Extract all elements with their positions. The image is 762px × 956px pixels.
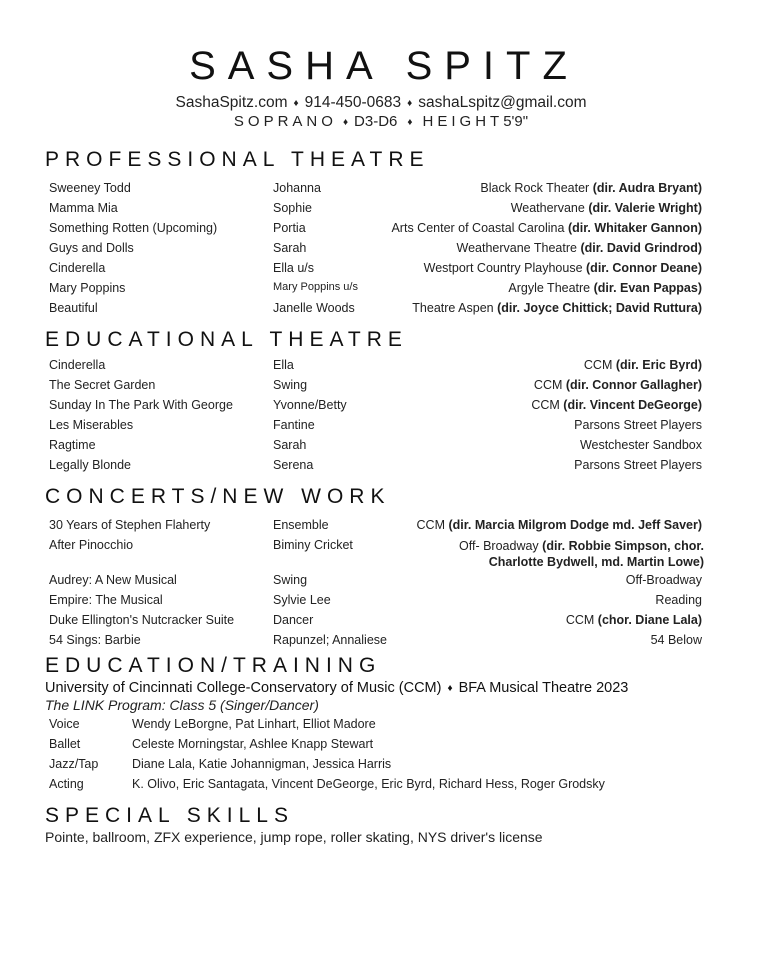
credit-row bbox=[49, 378, 702, 398]
venue-director bbox=[574, 418, 702, 432]
director-credit: (dir. Robbie Simpson, chor. Charlotte Bydwell, md. Martin Lowe) bbox=[488, 539, 704, 569]
credit-row bbox=[49, 301, 702, 321]
director-credit: (dir. Vincent DeGeorge) bbox=[563, 398, 702, 412]
credit-row bbox=[49, 593, 702, 613]
venue-name: Black Rock Theater bbox=[480, 181, 590, 195]
venue-name: Westchester Sandbox bbox=[579, 438, 702, 452]
venue-name: Argyle Theatre bbox=[508, 281, 591, 295]
credit-row bbox=[49, 181, 702, 201]
credit-row bbox=[49, 538, 704, 569]
venue-director bbox=[412, 301, 702, 315]
venue-director bbox=[511, 201, 702, 215]
credit-row bbox=[49, 633, 702, 653]
role-name: Serena bbox=[273, 458, 314, 472]
training-teachers: K. Olivo, Eric Santagata, Vincent DeGeorge, Eric Byrd, Richard Hess, Roger Grodsky bbox=[132, 777, 605, 791]
training-category: Voice bbox=[49, 717, 80, 731]
credit-row bbox=[49, 398, 702, 418]
diamond-separator-icon: ♦ bbox=[293, 98, 299, 109]
diamond-separator-icon: ♦ bbox=[407, 117, 413, 128]
director-credit: (dir. Connor Gallagher) bbox=[565, 378, 702, 392]
director-credit: (dir. Evan Pappas) bbox=[593, 281, 702, 295]
role-name: Mary Poppins u/s bbox=[273, 281, 358, 293]
venue-director bbox=[531, 398, 702, 412]
venue-director bbox=[457, 241, 702, 255]
credit-row bbox=[49, 241, 702, 261]
venue-director bbox=[534, 378, 702, 392]
venue-name: 54 Below bbox=[650, 633, 702, 647]
training-row bbox=[49, 717, 376, 731]
show-title: Mary Poppins bbox=[49, 281, 126, 295]
venue-director bbox=[508, 281, 702, 295]
role-name: Dancer bbox=[273, 613, 314, 627]
diamond-separator-icon: ♦ bbox=[447, 683, 453, 694]
credit-row bbox=[49, 573, 702, 593]
section-title-education: EDUCATION/TRAINING bbox=[45, 654, 382, 677]
credit-row bbox=[49, 613, 702, 633]
venue-name: CCM bbox=[583, 358, 613, 372]
venue-director bbox=[391, 221, 702, 235]
role-name: Ella bbox=[273, 358, 294, 372]
vocal-info-line bbox=[0, 113, 762, 130]
section-title-professional: PROFESSIONAL THEATRE bbox=[45, 148, 430, 171]
venue-name: Off- Broadway bbox=[459, 539, 539, 553]
website-link[interactable]: SashaSpitz.com bbox=[175, 94, 288, 111]
degree: BFA Musical Theatre 2023 bbox=[458, 680, 629, 696]
show-title: 54 Sings: Barbie bbox=[49, 633, 141, 647]
role-name: Biminy Cricket bbox=[273, 538, 353, 552]
venue-director bbox=[626, 573, 702, 587]
credit-row bbox=[49, 518, 702, 538]
venue-director bbox=[584, 358, 702, 372]
director-credit: (dir. Connor Deane) bbox=[586, 261, 702, 275]
venue-director bbox=[655, 593, 702, 607]
show-title: Mamma Mia bbox=[49, 201, 118, 215]
venue-name: Reading bbox=[655, 593, 702, 607]
show-title: Guys and Dolls bbox=[49, 241, 134, 255]
director-credit: (dir. Audra Bryant) bbox=[592, 181, 702, 195]
role-name: Fantine bbox=[273, 418, 315, 432]
phone-number: 914-450-0683 bbox=[304, 94, 402, 111]
role-name: Rapunzel; Annaliese bbox=[273, 633, 387, 647]
training-category: Jazz/Tap bbox=[49, 757, 99, 771]
height-label: HEIGHT bbox=[422, 113, 504, 130]
training-row bbox=[49, 737, 373, 751]
venue-name: Parsons Street Players bbox=[574, 458, 702, 472]
venue-director bbox=[651, 633, 702, 647]
role-name: Swing bbox=[273, 378, 308, 392]
training-category: Ballet bbox=[49, 737, 81, 751]
show-title: Sunday In The Park With George bbox=[49, 398, 233, 412]
show-title: Cinderella bbox=[49, 358, 106, 372]
link-program: The LINK Program: Class 5 (Singer/Dancer) bbox=[45, 697, 319, 713]
role-name: Ensemble bbox=[273, 518, 329, 532]
credit-row bbox=[49, 358, 702, 378]
director-credit: (dir. Valerie Wright) bbox=[588, 201, 702, 215]
role-name: Yvonne/Betty bbox=[273, 398, 347, 412]
show-title: 30 Years of Stephen Flaherty bbox=[49, 518, 211, 532]
show-title: The Secret Garden bbox=[49, 378, 156, 392]
show-title: Empire: The Musical bbox=[49, 593, 163, 607]
venue-name: Weathervane bbox=[510, 201, 585, 215]
venue-name: Weathervane Theatre bbox=[456, 241, 577, 255]
show-title: Les Miserables bbox=[49, 418, 134, 432]
training-row bbox=[49, 777, 605, 791]
role-name: Ella u/s bbox=[273, 261, 314, 275]
venue-name: CCM bbox=[565, 613, 595, 627]
height-value: 5'9" bbox=[503, 113, 529, 130]
section-title-educational: EDUCATIONAL THEATRE bbox=[45, 328, 408, 351]
venue-name: Westport Country Playhouse bbox=[423, 261, 583, 275]
venue-name: Parsons Street Players bbox=[574, 418, 702, 432]
venue-name: Arts Center of Coastal Carolina bbox=[391, 221, 565, 235]
show-title: Duke Ellington's Nutcracker Suite bbox=[49, 613, 235, 627]
director-credit: (dir. Eric Byrd) bbox=[615, 358, 702, 372]
diamond-separator-icon: ♦ bbox=[407, 98, 413, 109]
credit-row bbox=[49, 261, 702, 281]
venue-director bbox=[580, 438, 702, 452]
show-title: After Pinocchio bbox=[49, 538, 134, 552]
show-title: Legally Blonde bbox=[49, 458, 132, 472]
role-name: Portia bbox=[273, 221, 306, 235]
vocal-range: D3-D6 bbox=[354, 113, 398, 130]
credit-row bbox=[49, 281, 702, 301]
director-credit: (dir. Joyce Chittick; David Ruttura) bbox=[497, 301, 702, 315]
director-credit: (dir. David Grindrod) bbox=[580, 241, 702, 255]
training-row bbox=[49, 757, 391, 771]
training-teachers: Diane Lala, Katie Johannigman, Jessica Harris bbox=[132, 757, 392, 771]
section-title-concerts: CONCERTS/NEW WORK bbox=[45, 485, 391, 508]
credit-row bbox=[49, 458, 702, 478]
school-name: University of Cincinnati College-Conservatory of Music (CCM) bbox=[45, 680, 442, 696]
role-name: Sarah bbox=[273, 241, 307, 255]
skills-text: Pointe, ballroom, ZFX experience, jump rope, roller skating, NYS driver's license bbox=[45, 829, 543, 845]
role-name: Janelle Woods bbox=[273, 301, 355, 315]
venue-name: Theatre Aspen bbox=[412, 301, 494, 315]
section-title-skills: SPECIAL SKILLS bbox=[45, 804, 294, 827]
training-category: Acting bbox=[49, 777, 84, 791]
training-teachers: Celeste Morningstar, Ashlee Knapp Stewart bbox=[132, 737, 374, 751]
school-line bbox=[45, 680, 628, 696]
venue-director bbox=[444, 538, 704, 570]
training-teachers: Wendy LeBorgne, Pat Linhart, Elliot Madore bbox=[132, 717, 376, 731]
show-title: Ragtime bbox=[49, 438, 96, 452]
show-title: Audrey: A New Musical bbox=[49, 573, 177, 587]
venue-director bbox=[574, 458, 702, 472]
director-credit: (dir. Whitaker Gannon) bbox=[567, 221, 702, 235]
show-title: Something Rotten (Upcoming) bbox=[49, 221, 218, 235]
role-name: Johanna bbox=[273, 181, 321, 195]
director-credit: (dir. Marcia Milgrom Dodge md. Jeff Saver) bbox=[448, 518, 702, 532]
credit-row bbox=[49, 418, 702, 438]
venue-director bbox=[566, 613, 702, 627]
venue-director bbox=[417, 518, 702, 532]
contact-line bbox=[0, 94, 762, 112]
role-name: Sylvie Lee bbox=[273, 593, 331, 607]
show-title: Cinderella bbox=[49, 261, 106, 275]
role-name: Swing bbox=[273, 573, 308, 587]
venue-director bbox=[424, 261, 702, 275]
venue-name: Off-Broadway bbox=[625, 573, 702, 587]
voice-type: SOPRANO bbox=[233, 113, 337, 130]
email-link[interactable]: sashaLspitz@gmail.com bbox=[418, 94, 587, 111]
diamond-separator-icon: ♦ bbox=[342, 117, 349, 128]
venue-director bbox=[480, 181, 702, 195]
director-credit: (chor. Diane Lala) bbox=[597, 613, 702, 627]
credit-row bbox=[49, 201, 702, 221]
venue-name: CCM bbox=[533, 378, 563, 392]
credit-row bbox=[49, 438, 702, 458]
venue-name: CCM bbox=[531, 398, 560, 412]
show-title: Beautiful bbox=[49, 301, 98, 315]
credit-row bbox=[49, 221, 702, 241]
role-name: Sarah bbox=[273, 438, 307, 452]
role-name: Sophie bbox=[273, 201, 312, 215]
resume-name: SASHA SPITZ bbox=[189, 44, 579, 88]
show-title: Sweeney Todd bbox=[49, 181, 131, 195]
venue-name: CCM bbox=[416, 518, 445, 532]
